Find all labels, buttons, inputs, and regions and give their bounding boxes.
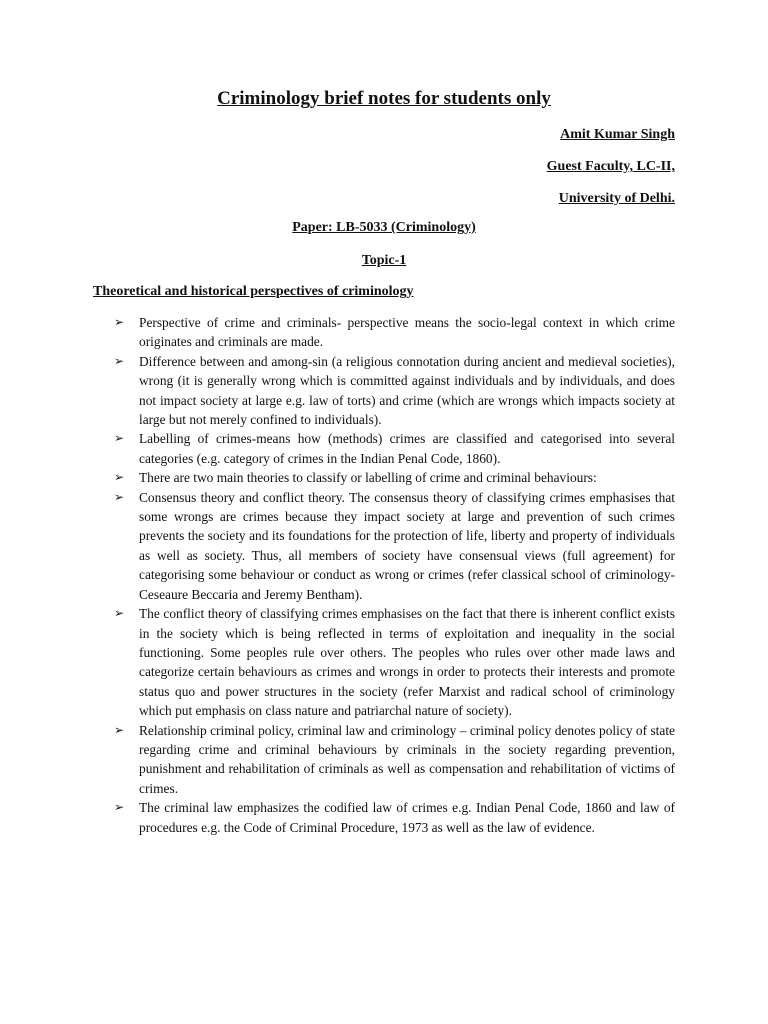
bullet-text: Relationship criminal policy, criminal law and criminology – criminal policy denotes policy of state regarding crime and criminal behaviours by criminals in the society regarding prevention, punishment and rehabilitation of criminals as well as compensation and rehabilitation of victims of crimes. [139, 722, 675, 796]
arrow-bullet-icon: ➢ [114, 606, 125, 621]
section-heading: Theoretical and historical perspectives of criminology [93, 284, 414, 299]
bullet-item [114, 352, 675, 430]
bullet-item [114, 468, 675, 487]
arrow-bullet-icon: ➢ [114, 315, 125, 329]
arrow-bullet-icon: ➢ [114, 800, 125, 815]
bullet-item [114, 604, 675, 720]
bullet-item [114, 488, 675, 604]
bullet-item [114, 721, 675, 799]
bullet-item [114, 798, 675, 837]
bullet-item [114, 429, 675, 468]
bullet-text: The criminal law emphasizes the codified law of crimes e.g. Indian Penal Code, 1860 and law of procedures e.g. the Code of Criminal Procedure, 1973 as well as the law of evidence. [139, 800, 675, 835]
document-title: Criminology brief notes for students only [217, 88, 551, 109]
arrow-bullet-icon: ➢ [114, 470, 125, 485]
author-name: Amit Kumar Singh [560, 127, 675, 142]
arrow-bullet-icon: ➢ [114, 489, 125, 504]
arrow-bullet-icon: ➢ [114, 722, 125, 737]
bullet-list [114, 313, 675, 837]
bullet-text: There are two main theories to classify or labelling of crime and criminal behaviours: [139, 470, 597, 486]
author-institution: University of Delhi. [558, 191, 675, 206]
arrow-bullet-icon: ➢ [114, 431, 125, 446]
paper-code: Paper: LB-5033 (Criminology) [292, 220, 476, 235]
arrow-bullet-icon: ➢ [114, 353, 125, 368]
bullet-text: The conflict theory of classifying crimes emphasises on the fact that there is inherent conflict exists in the society which is being reflected in terms of exploitation and inequality in the social functioning. Some peoples rule over others. The peoples who rules over other made laws and categorize certain behaviours as crimes and wrongs in order to protects their interests and promote status quo and power structures in the society (refer Marxist and radical school of criminology which put emphasis on class nature and patriarchal nature of society). [139, 606, 675, 719]
bullet-text: Consensus theory and conflict theory. The consensus theory of classifying crimes emphasises that some wrongs are crimes because they impact society at large and prevention of such crimes prevents the society and its foundations for the protection of life, liberty and property of individuals as well as society. Thus, all members of society have consensual views (full agreement) for categorising some behaviour or conduct as wrong or crimes (refer classical school of criminology- Ceseaure Beccaria and Jeremy Bentham). [139, 489, 675, 602]
topic-label: Topic-1 [361, 253, 407, 268]
author-block [547, 125, 675, 221]
bullet-text: Labelling of crimes-means how (methods) crimes are classified and categorised into several categories (e.g. category of crimes in the Indian Penal Code, 1860). [139, 431, 675, 466]
bullet-item [114, 313, 675, 352]
bullet-text: Perspective of crime and criminals- perspective means the socio-legal context in which crime originates and criminals are made. [139, 315, 675, 350]
author-position: Guest Faculty, LC-II, [546, 159, 675, 174]
bullet-text: Difference between and among-sin (a religious connotation during ancient and medieval societies), wrong (it is generally wrong which is committed against individuals and by individuals, and does not impact society at large e.g. law of torts) and crime (which are wrongs which impacts society at large but not merely confined to individuals). [139, 353, 675, 428]
